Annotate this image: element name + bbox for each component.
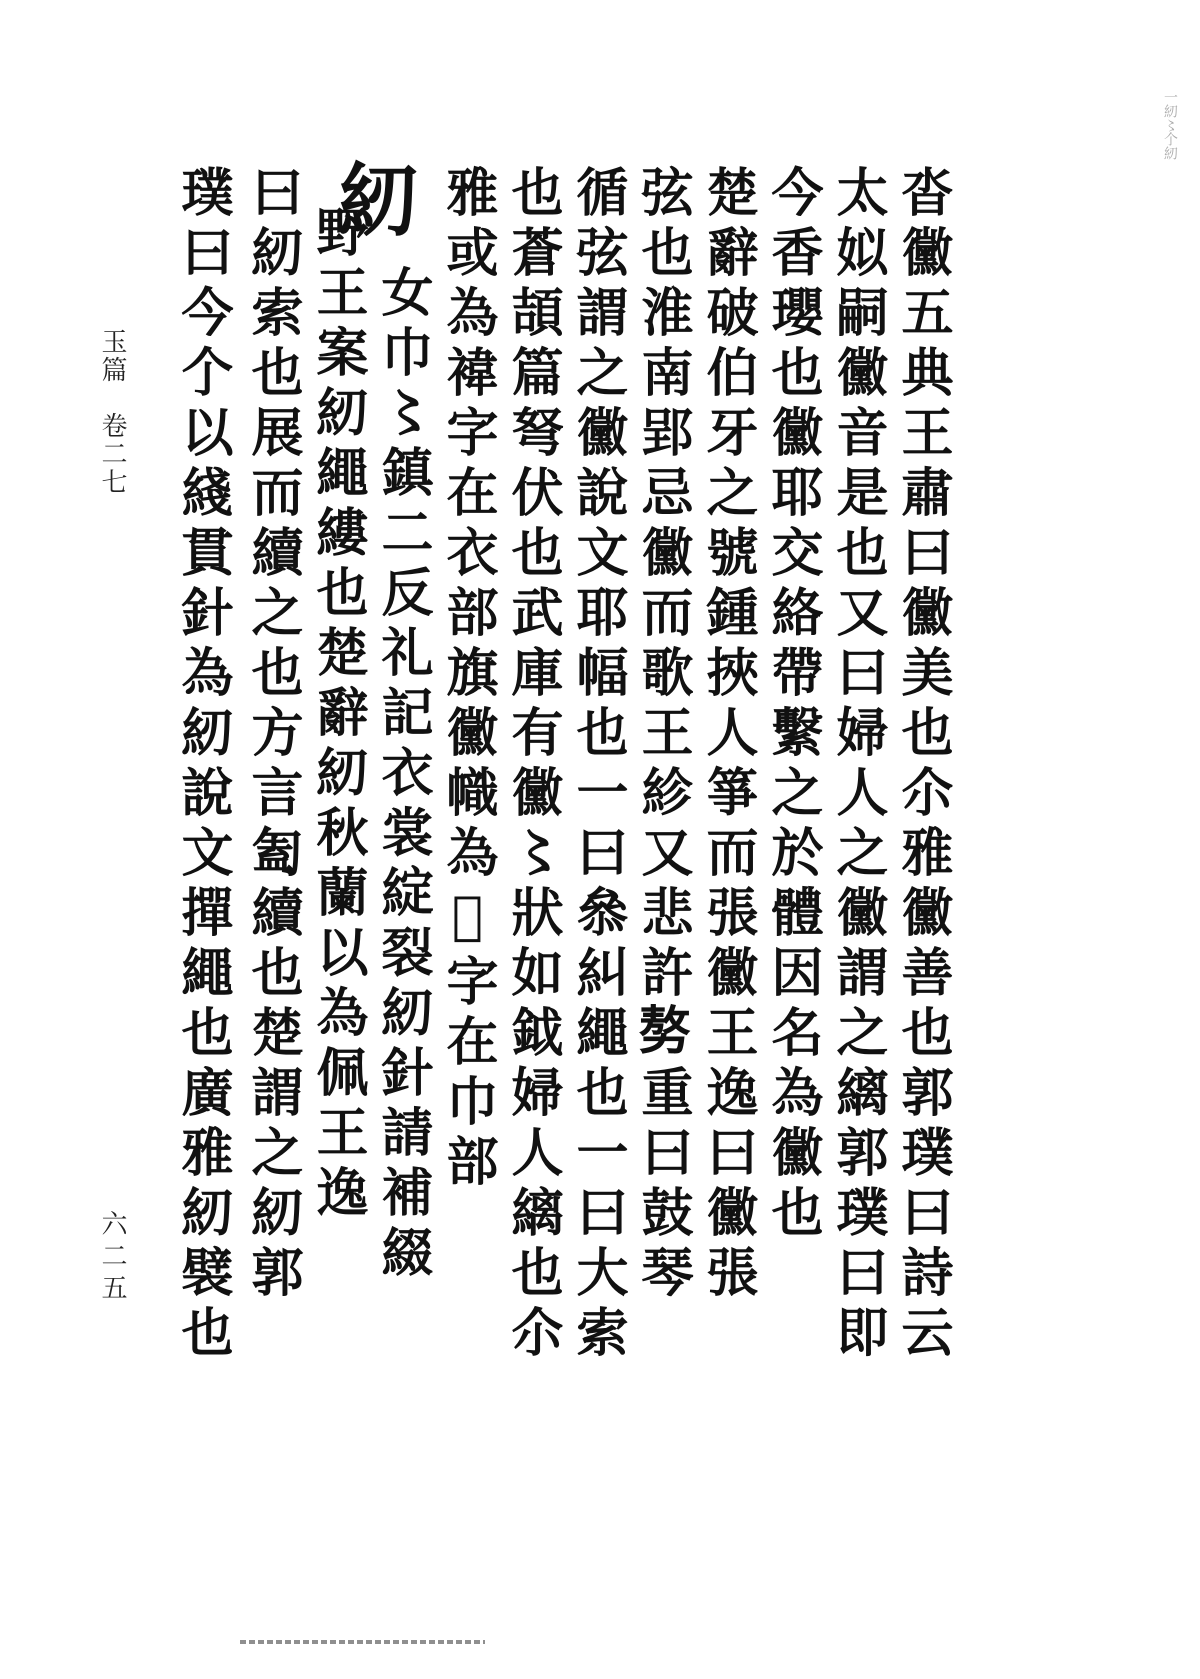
text-column-2: 太姒嗣黴音是也又曰婦人之黴謂之縭郭璞曰即	[827, 165, 888, 1365]
entry-column-2: 野王案紉繩縷也楚辭紉秋蘭以為佩王逸	[307, 205, 368, 1225]
entry-column-3: 曰紉索也展而續之也方言㔩續也楚謂之紉郭	[242, 165, 303, 1305]
margin-book-title: 玉篇 卷二七	[97, 328, 127, 496]
margin-page-number: 六二五	[97, 1210, 127, 1306]
text-column-1: 沓黴五典王肅曰黴美也尒雅黴善也郭璞曰詩云	[892, 165, 953, 1365]
text-column-7: 也蒼頡篇弩伏也武庫有黴〻狀如鉞婦人縭也尒	[502, 165, 563, 1365]
bottom-scan-line	[240, 1640, 485, 1644]
text-column-3: 今香瓔也黴耶交絡帶繫之於體因名為黴也	[762, 165, 823, 1245]
text-column-8: 雅或為褘字在衣部旗黴幟為𢢾字在巾部	[437, 165, 498, 1194]
text-column-6: 循弦謂之黴說文耶幅也一曰叅糾繩也一曰大索	[567, 165, 628, 1365]
edge-bleed-text: 一紉〻𠆤紉	[1162, 90, 1178, 160]
text-column-4: 楚辭破伯牙之號鍾挾人箏而張黴王逸曰黴張	[697, 165, 758, 1305]
text-column-5: 弦也淮南郢忌黴而歌王紾又悲許𠢕重曰鼓琴	[632, 165, 693, 1305]
entry-column-1: 女巾〻鎮二反礼記衣裳綻裂紉針請補綴	[372, 265, 433, 1285]
entry-column-4: 璞曰今𠆤以綫貫針為紉說文撣繩也廣雅紉襞也	[172, 165, 233, 1365]
headword-character: 紉	[325, 158, 419, 238]
